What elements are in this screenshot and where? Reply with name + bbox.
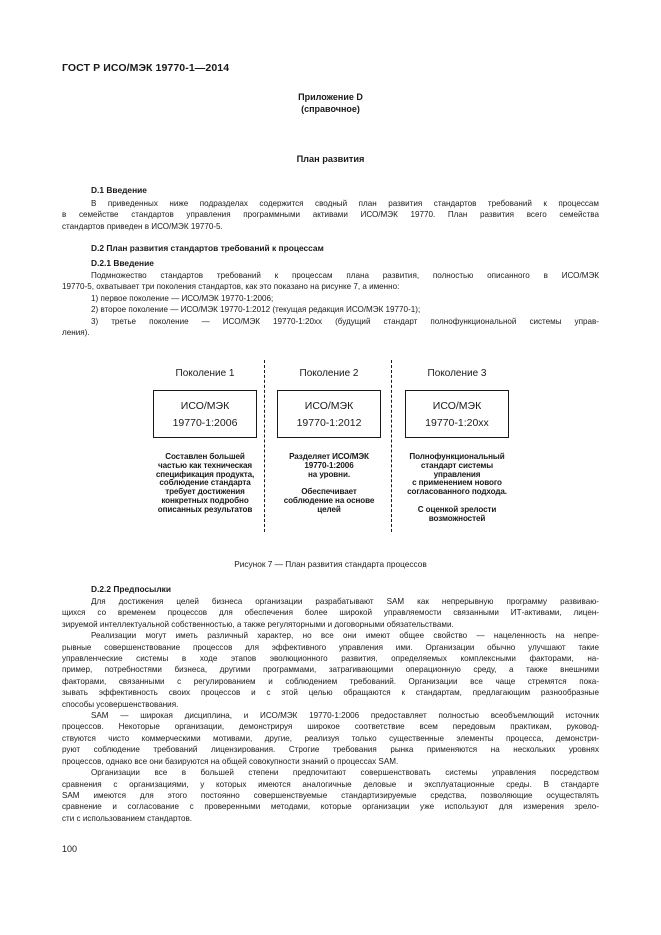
text-line: SAM имеются для этого постоянно совершенствуемые стандартизируемые средства, позволяющие осуществлять [62, 790, 599, 800]
text-line: факторами, связанными с регулированием и соблюдением требований. Организации все чаще стремятся пока- [62, 676, 599, 686]
generation-1-description [140, 453, 270, 515]
text-line: сравнения с организациями, у которых имеются аналогичные деловые и эксплуатационные среды. В стандарте [62, 779, 599, 789]
text-line: руют соблюдение требований лицензирования. Строгие требования рынка применяются на нескольких уровнях [62, 745, 599, 755]
text-line: Реализации могут иметь различный характер, но все они имеют общее свойство — нацеленность на непре- [91, 631, 599, 641]
box-line: ИСО/МЭК [180, 400, 230, 412]
text-line: процессов. Некоторые организации, демонстрируя широкое соответствие всем передовым практикам, руковод- [62, 722, 599, 732]
desc-line: на уровни. [307, 469, 350, 479]
list-item: 2) второе поколение — ИСО/МЭК 19770-1:2012 (текущая редакция ИСО/МЭК 19770-1); [91, 305, 421, 315]
list-item: 1) первое поколение — ИСО/МЭК 19770-1:2006; [91, 293, 274, 303]
text-line: способы усовершенствования. [62, 699, 179, 709]
text-line: 19770-5, охватывает три поколения стандартов, как это показано на рисунке 7, а именно: [62, 282, 400, 292]
desc-line: управления [433, 469, 481, 479]
text-line: пример, потребностями бизнеса, другими программами, затрагивающими операционную среду, а также внешними [62, 665, 599, 675]
list-item-continuation: ления). [62, 328, 90, 338]
generation-1-box [153, 390, 257, 438]
text-line: Для достижения целей бизнеса организации разрабатывают SAM как непрерывную программу развиваю- [91, 597, 599, 606]
desc-line: целей [317, 504, 341, 514]
d1-heading: D.1 Введение [91, 185, 147, 195]
document-header: ГОСТ Р ИСО/МЭК 19770-1—2014 [62, 62, 230, 74]
generation-3-description [392, 453, 522, 523]
text-line: Подмножество стандартов требований к процессам плана развития, полностью описанного в ИСО/МЭК [91, 271, 599, 280]
text-line: ствуются чисто коммерческими мотивами, другие, реализуя только существенные элементы процесса, демонстри- [62, 733, 599, 743]
generation-2-description [264, 453, 394, 515]
desc-line: описанных результатов [157, 504, 253, 514]
appendix-title: Приложение D [298, 92, 363, 102]
d1-paragraph [62, 198, 599, 232]
box-line: 19770-1:2006 [172, 417, 238, 429]
desc-line: конкретных подробно [161, 495, 249, 505]
desc-line: стандарт системы [420, 460, 494, 470]
text-line: сти с использованием стандартов. [62, 813, 193, 823]
text-line: рывные совершенствование процессов для эффективного управления ими. Организации обычно улучшают такие [62, 642, 599, 652]
figure-caption: Рисунок 7 — План развития стандарта процессов [234, 559, 427, 569]
desc-line: с применением нового [412, 478, 502, 488]
box-line: ИСО/МЭК [432, 400, 482, 412]
generation-2-title: Поколение 2 [299, 368, 359, 379]
desc-line: С оценкой зрелости [417, 504, 497, 514]
desc-line: возможностей [428, 513, 486, 523]
box-line: 19770-1:20xx [425, 417, 489, 429]
section-title: План развития [296, 154, 365, 164]
appendix-subtitle: (справочное) [301, 104, 360, 114]
desc-line: Полнофункциональный [409, 452, 505, 461]
desc-line: Обеспечивает [301, 487, 357, 497]
text-line: управленческие системы в ходе этапов эволюционного развития, определяемых комплексными факторами, на- [62, 654, 599, 664]
desc-line: соблюдение стандарта [159, 478, 251, 488]
box-line: ИСО/МЭК [304, 400, 354, 412]
generation-2-box [277, 390, 381, 438]
text-line: в семействе стандартов управления программными активами ИСО/МЭК 19770. План развития всего семейства [62, 210, 599, 220]
desc-line: 19770-1:2006 [304, 460, 354, 470]
d2-heading: D.2 План развития стандартов требований к процессам [91, 243, 324, 253]
list-item: 3) третье поколение — ИСО/МЭК 19770-1:20xx (будущий стандарт полнофункциональной системы управ- [91, 316, 599, 326]
desc-line: согласованного подхода. [407, 487, 507, 497]
text-line: стандартов приведен в ИСО/МЭК 19770-5. [62, 221, 223, 231]
text-line: зируемой интеллектуальной собственностью, а также регуляторными и договорными обязательствами. [62, 619, 454, 629]
text-line: процессов, однако все они базируются на общей совокупности знаний о процессах SAM. [62, 756, 399, 766]
desc-line: соблюдение на основе [283, 495, 375, 505]
text-line: щихся со временем процессов для обеспечения более широкой управляемости связанными ИТ-активами, лицен- [62, 608, 599, 618]
text-line: Организации все в большей степени предпочитают совершенствовать системы управления посредством [91, 768, 599, 778]
d21-heading: D.2.1 Введение [91, 258, 154, 268]
generation-3-title: Поколение 3 [427, 368, 487, 379]
desc-line: спецификация продукта, [155, 469, 255, 479]
d21-paragraph [62, 270, 599, 338]
page-number: 100 [62, 844, 78, 854]
text-line: сравнение и согласование с проверенными методами, которые организации уже используют для измерения зрело- [62, 802, 599, 812]
text-line: В приведенных ниже подразделах содержится сводный план развития стандартов требований к процессам [91, 199, 599, 208]
d22-heading: D.2.2 Предпосылки [91, 584, 171, 594]
desc-line: Разделяет ИСО/МЭК [289, 452, 369, 461]
text-line: зывать эффективность своих процессов и с этой целью обращаются к стандартам, предлагающим разнообразные [62, 688, 599, 698]
d22-paragraphs [62, 596, 599, 824]
desc-line: частью как техническая [157, 460, 253, 470]
text-line: SAM — широкая дисциплина, и ИСО/МЭК 19770-1:2006 предоставляет полностью всеобъемлющий источник [91, 711, 599, 721]
desc-line: требует достижения [165, 487, 245, 497]
generation-1-title: Поколение 1 [175, 368, 235, 379]
generation-3-box [405, 390, 509, 438]
box-line: 19770-1:2012 [296, 417, 362, 429]
desc-line: Составлен большей [165, 452, 245, 461]
